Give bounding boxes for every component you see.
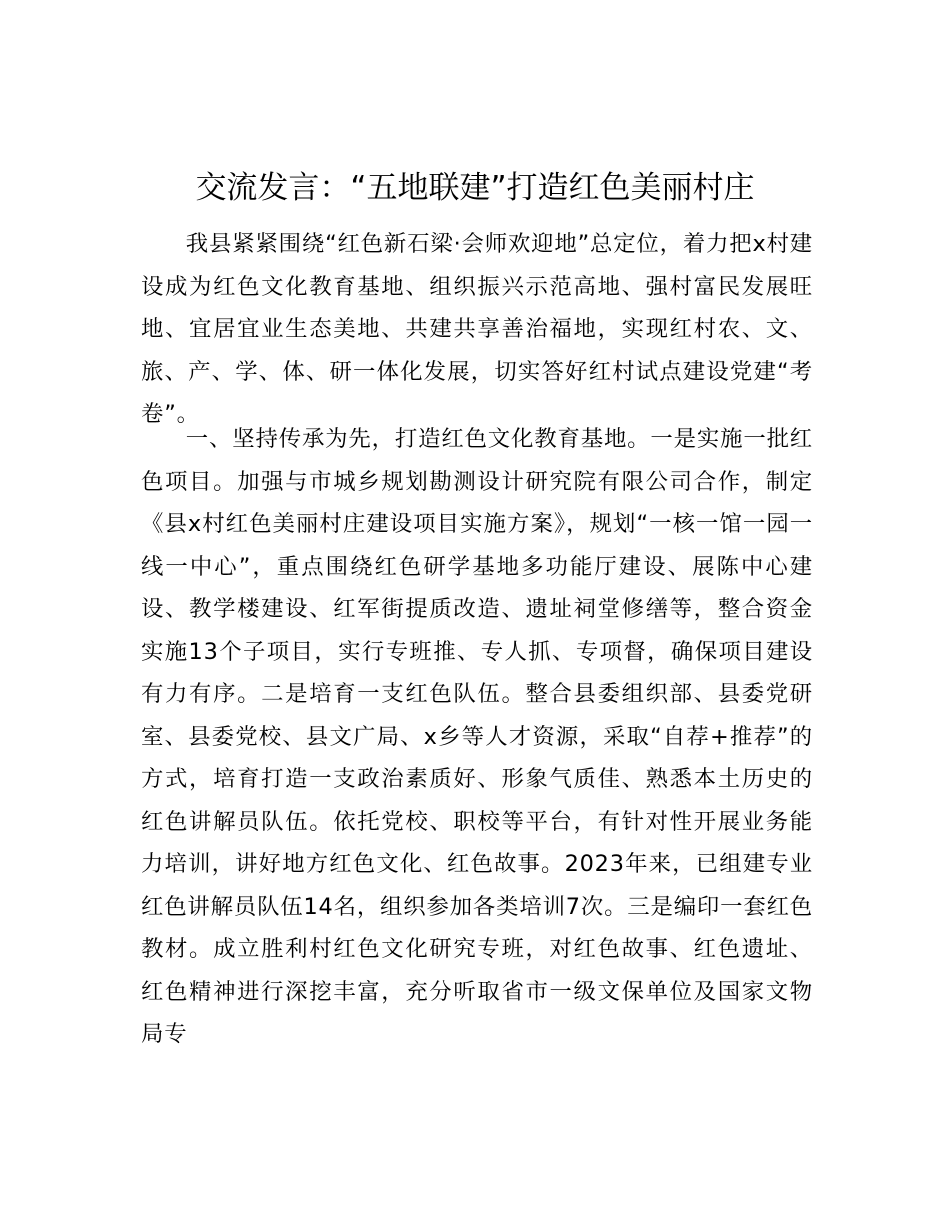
document-title: 交流发言：“五地联建”打造红色美丽村庄	[195, 170, 755, 206]
paragraph-intro: 我县紧紧围绕“红色新石梁·会师欢迎地”总定位，着力把x村建设成为红色文化教育基地、组织振兴示范高地、强村富民发展旺地、宜居宜业生态美地、共建共享善治福地，实现红村农、文、旅、产、学、体、研一体化发展，切实答好红村试点建设党建“考卷”。	[141, 231, 813, 427]
paragraph-section-one: 一、坚持传承为先，打造红色文化教育基地。一是实施一批红色项目。加强与市城乡规划勘测设计研究院有限公司合作，制定《县x村红色美丽村庄建设项目实施方案》，规划“一核一馆一园一线一中心”，重点围绕红色研学基地多功能厅建设、展陈中心建设、教学楼建设、红军街提质改造、遗址祠堂修缮等，整合资金实施13个子项目，实行专班推、专人抓、专项督，确保项目建设有力有序。二是培育一支红色队伍。整合县委组织部、县委党研室、县委党校、县文广局、x乡等人才资源，采取“自荐+推荐”的方式，培育打造一支政治素质好、形象气质佳、熟悉本土历史的红色讲解员队伍。依托党校、职校等平台，有针对性开展业务能力培训，讲好地方红色文化、红色故事。2023年来，已组建专业红色讲解员队伍14名，组织参加各类培训7次。三是编印一套红色教材。成立胜利村红色文化研究专班，对红色故事、红色遗址、红色精神进行深挖丰富，充分听取省市一级文保单位及国家文物局专	[141, 426, 813, 1047]
